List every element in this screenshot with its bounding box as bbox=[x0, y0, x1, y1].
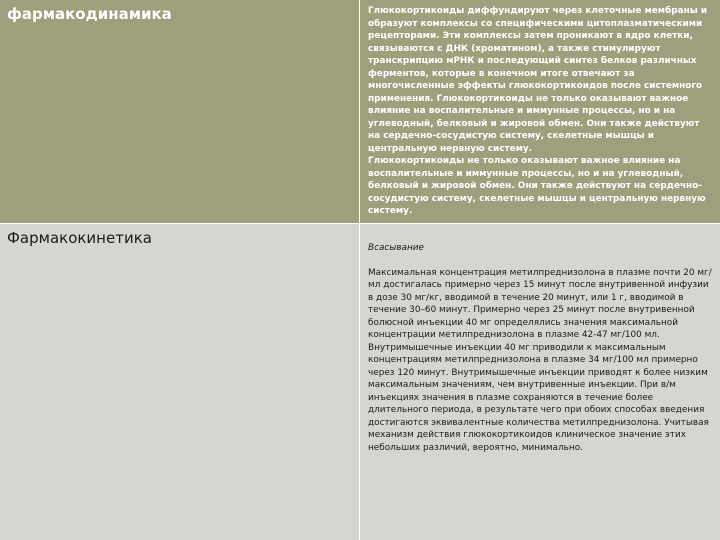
row-content bbox=[360, 224, 720, 540]
section-subheading: Всасывание bbox=[368, 242, 424, 253]
row-label: Фармакокинетика bbox=[0, 224, 360, 540]
row-text: Глюкокортикоиды диффундируют через клеточные мембраны и образуют комплексы со специфическими цитоплазматическими рецепторами. Эти комплексы затем проникают в ядро клетки, связываются с ДНК (хроматином), а также стимулируют транскрипцию мРНК и последующий синтез белков различных ферментов, которые в конечном итоге отвечают за многочисленные эффекты глюкокортикоидов после системного применения. Глюкокортикоиды не только оказывают важное влияние на воспалительные и иммунные процессы, но и на углеводный, белковый и жировой обмен. Они также действуют на сердечно-сосудистую систему, скелетные мышцы и центральную нервную систему. Глюкокортикоиды не только оказывают важное влияние на воспалительные и иммунные процессы, но и на углеводный, белковый и жировой обмен. Они также действуют на сердечно-сосудистую систему, скелетные мышцы и центральную нервную систему. bbox=[368, 6, 708, 216]
row-label: фармакодинамика bbox=[0, 0, 360, 223]
row-text: Максимальная концентрация метилпреднизолона в плазме почти 20 мг/мл достигалась примерно через 15 минут после внутривенной инфузии в дозе 30 мг/кг, вводимой в течение 20 минут, или 1 г, вводимой в течение 30–60 минут. Примерно через 25 минут после внутривенной болюсной инъекции 40 мг определялись значения максимальной концентрации метилпреднизолона в плазме 42-47 мг/100 мл. Внутримышечные инъекции 40 мг приводили к максимальным концентрациям метилпреднизолона в плазме 34 мг/100 мл примерно через 120 минут. Внутримышечные инъекции приводят к более низким максимальным значениям, чем внутривенные инъекции. При в/м инъекциях значения в плазме сохраняются в течение более длительного периода, в результате чего при обоих способах введения достигаются эквивалентные количества метилпреднизолона. Учитывая механизм действия глюкокортикоидов клиническое значение этих небольших различий, вероятно, минимально. bbox=[368, 267, 712, 453]
table-row-pharmacodynamics bbox=[0, 0, 720, 223]
table-row-pharmacokinetics bbox=[0, 224, 720, 540]
